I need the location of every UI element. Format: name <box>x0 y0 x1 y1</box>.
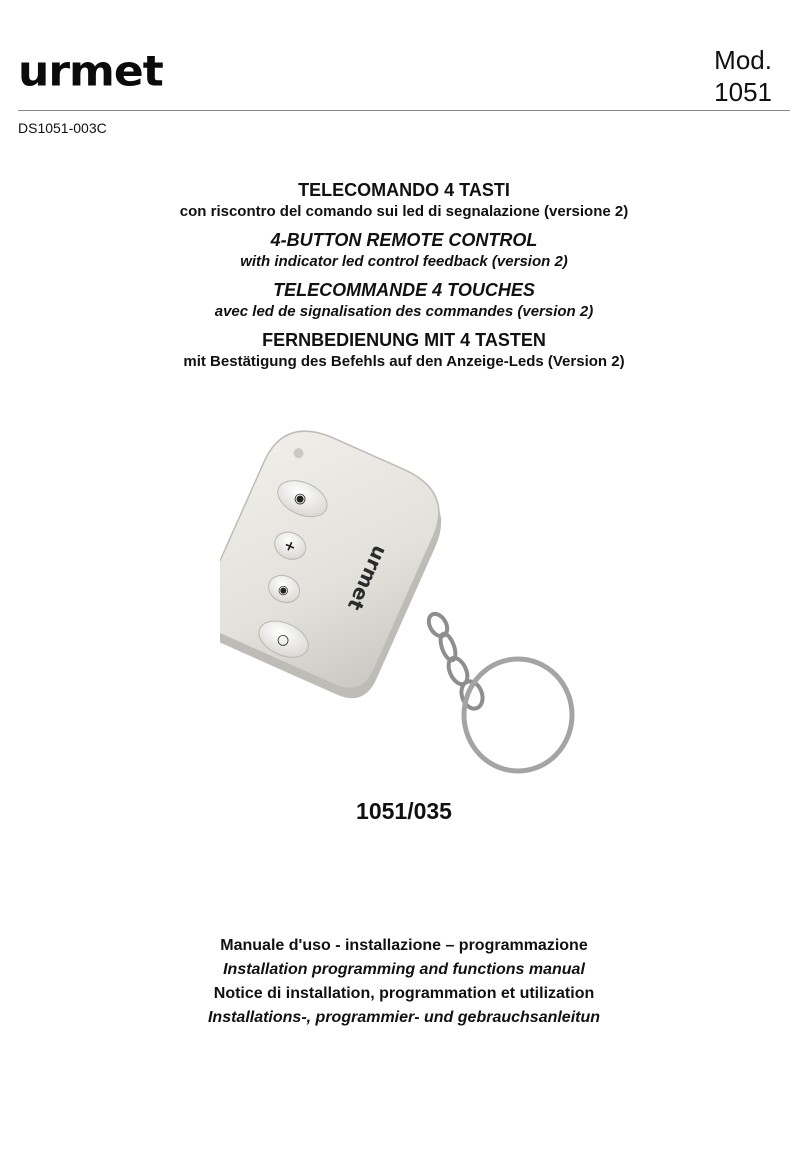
title-english <box>0 228 808 272</box>
subtitle-text: avec led de signalisation des commandes (version 2) <box>214 303 594 320</box>
manual-german: Installations-, programmier- und gebrauchsanleitun <box>207 1009 601 1026</box>
svg-text:◉: ◉ <box>291 488 310 509</box>
title-italian <box>0 178 808 222</box>
brand-logo: urmet <box>18 47 163 96</box>
manual-titles <box>0 934 808 1030</box>
title-block <box>0 178 808 378</box>
manual-italian: Manuale d'uso - installazione – programmazione <box>220 937 588 954</box>
document-reference: DS1051-003C <box>18 120 107 136</box>
subtitle-text: with indicator led control feedback (version 2) <box>240 253 568 270</box>
title-text: TELECOMANDO 4 TASTI <box>298 180 510 200</box>
remote-control-photo <box>220 425 590 775</box>
title-text: 4-BUTTON REMOTE CONTROL <box>270 230 538 250</box>
svg-text:○: ○ <box>274 630 293 650</box>
title-german <box>0 328 808 372</box>
subtitle-text: mit Bestätigung des Befehls auf den Anzeige-Leds (Version 2) <box>183 353 625 370</box>
header-divider <box>18 110 790 111</box>
title-french <box>0 278 808 322</box>
svg-text:◉: ◉ <box>276 581 292 599</box>
model-header <box>714 44 772 108</box>
svg-text:+: + <box>281 536 299 557</box>
manual-french: Notice di installation, programmation et utilization <box>213 985 595 1002</box>
mod-number: 1051 <box>714 77 772 107</box>
key-fob <box>220 425 459 707</box>
mod-label: Mod. <box>714 45 772 75</box>
subtitle-text: con riscontro del comando sui led di segnalazione (versione 2) <box>179 203 629 220</box>
key-ring <box>425 611 572 771</box>
device-brand: urmet <box>342 542 393 615</box>
manual-english: Installation programming and functions manual <box>223 961 585 978</box>
model-code: 1051/035 <box>356 798 452 824</box>
title-text: FERNBEDIENUNG MIT 4 TASTEN <box>262 330 546 350</box>
title-text: TELECOMMANDE 4 TOUCHES <box>273 280 535 300</box>
